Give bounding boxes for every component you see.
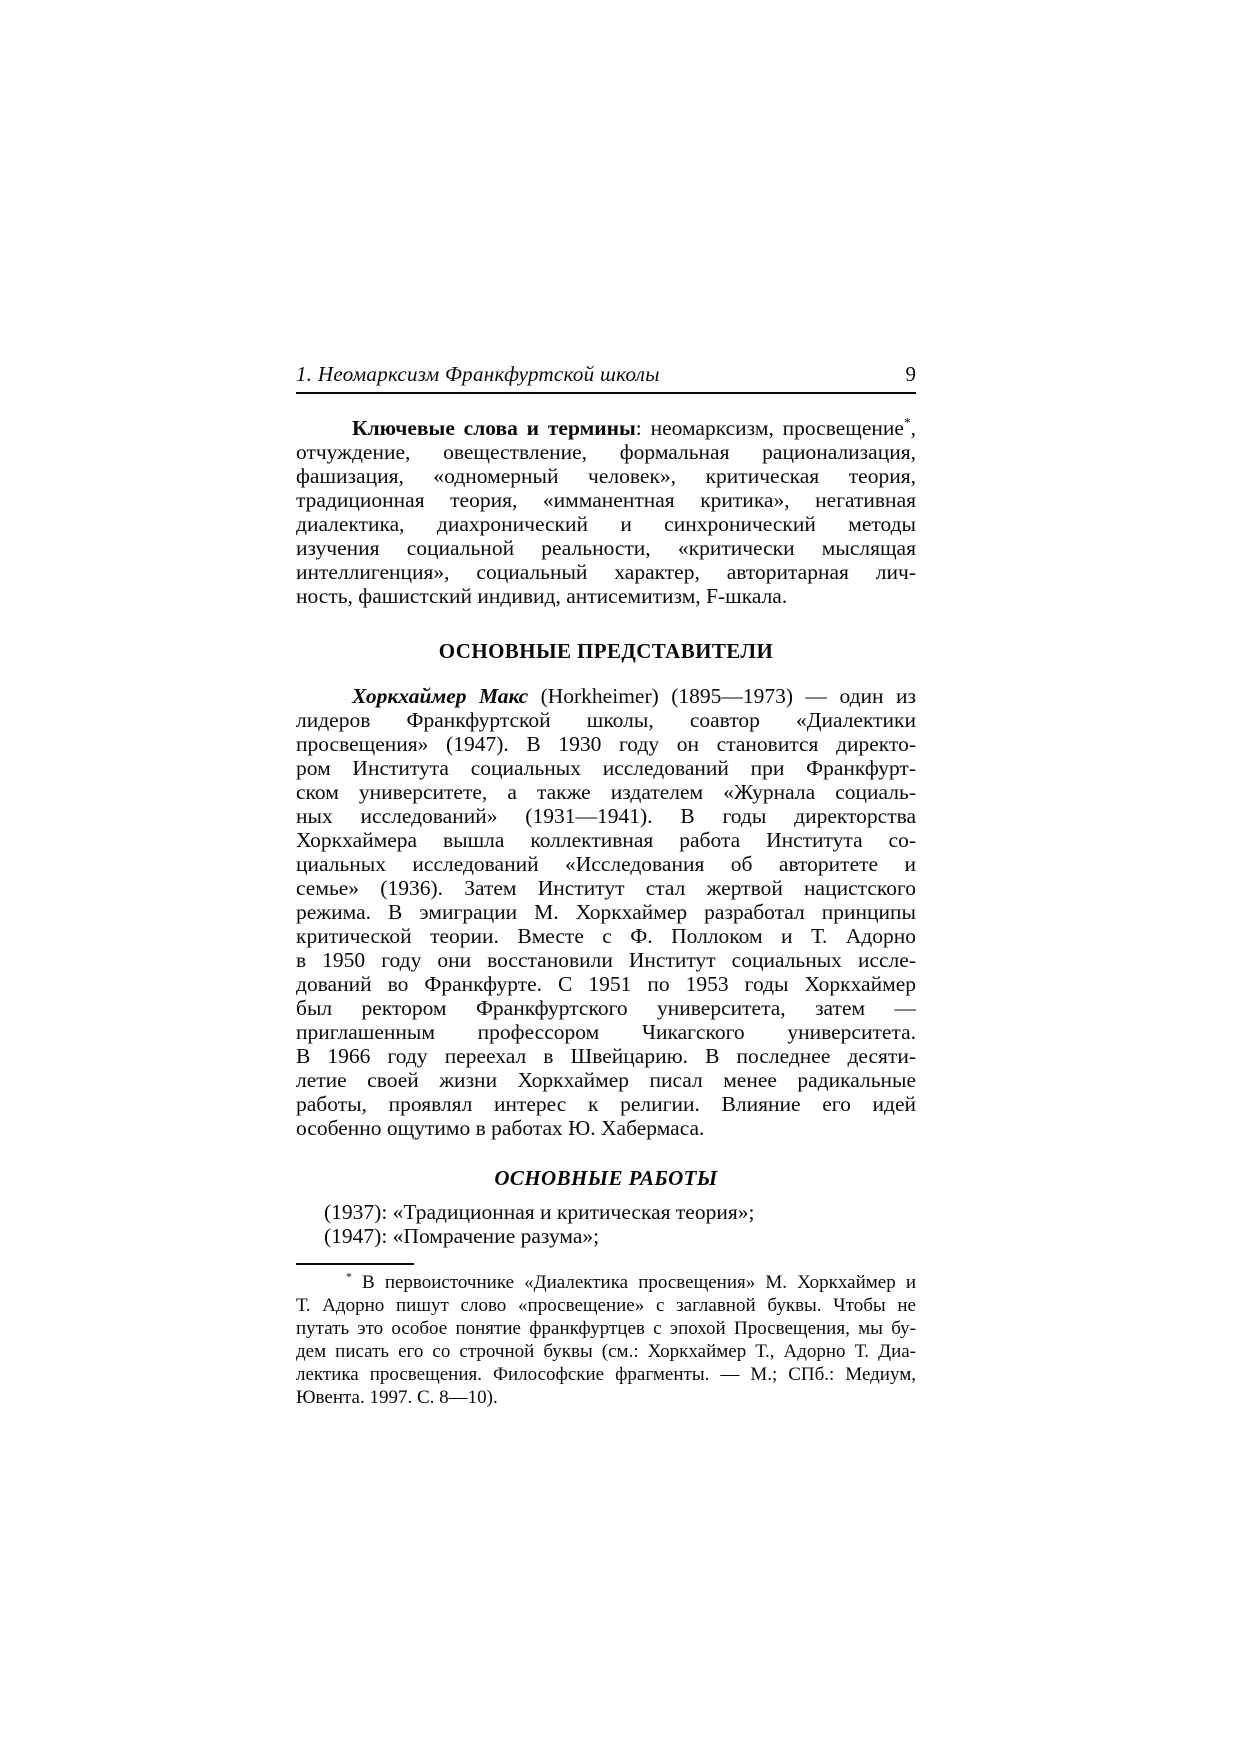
text-line: дем писать его со строчной буквы (см.: Хоркхаймер Т., Адорно Т. Диа- <box>296 1341 916 1362</box>
text-line: ных исследований» (1931—1941). В годы директорства <box>296 804 916 828</box>
keywords-line1-rest: : неомарксизм, просвещение <box>635 416 904 440</box>
text-line: Т. Адорно пишут слово «просвещение» с заглавной буквы. Чтобы не <box>296 1295 916 1316</box>
bio-first-line <box>296 684 916 708</box>
text-line: интеллигенция», социальный характер, авторитарная лич- <box>296 560 916 584</box>
text-column <box>296 362 916 1409</box>
footnote-marker: * <box>346 1270 352 1284</box>
text-line: режима. В эмиграции М. Хоркхаймер разработал принципы <box>296 900 916 924</box>
text-line: (1937): «Традиционная и критическая теория»; <box>324 1200 755 1224</box>
running-header <box>296 362 916 394</box>
text-line: семье» (1936). Затем Институт стал жертвой нацистского <box>296 876 916 900</box>
keywords-lines <box>296 440 916 608</box>
bio-lines <box>296 708 916 1140</box>
footnote-lines <box>296 1294 916 1409</box>
footnote <box>296 1271 916 1409</box>
keywords-line1-tail: , <box>910 416 916 440</box>
text-line: путать это особое понятие франкфуртцев с эпохой Просвещения, мы бу- <box>296 1318 916 1339</box>
text-line: фашизация, «одномерный человек», критическая теория, <box>296 464 916 488</box>
text-line: ском университете, а также издателем «Журнала социаль- <box>296 780 916 804</box>
running-title: 1. Неомарксизм Франкфуртской школы <box>296 362 660 386</box>
text-line: циальных исследований «Исследования об авторитете и <box>296 852 916 876</box>
text-line: приглашенным профессором Чикагского университета. <box>296 1020 916 1044</box>
bio-paragraph <box>296 684 916 1140</box>
text-line: Хоркхаймера вышла коллективная работа Института со- <box>296 828 916 852</box>
text-line: особенно ощутимо в работах Ю. Хабермаса. <box>296 1116 705 1140</box>
text-line: традиционная теория, «имманентная критика», негативная <box>296 488 916 512</box>
keywords-lead: Ключевые слова и термины <box>352 416 636 440</box>
footnote-line1-rest: В первоисточнике «Диалектика просвещения» М. Хоркхаймер и <box>351 1272 916 1293</box>
keywords-paragraph <box>296 416 916 608</box>
text-line: отчуждение, овеществление, формальная рационализация, <box>296 440 916 464</box>
text-line: был ректором Франкфуртского университета, затем — <box>296 996 916 1020</box>
text-line: изучения социальной реальности, «критически мыслящая <box>296 536 916 560</box>
footnote-rule <box>296 1263 414 1265</box>
text-line: Ювента. 1997. С. 8—10). <box>296 1387 498 1408</box>
text-line: ность, фашистский индивид, антисемитизм, F-шкала. <box>296 584 788 608</box>
bio-line1-rest: (Horkheimer) (1895—1973) — один из <box>528 684 916 708</box>
text-line: лидеров Франкфуртской школы, соавтор «Диалектики <box>296 708 916 732</box>
bio-person-name: Хоркхаймер Макс <box>352 684 529 708</box>
text-line: ром Института социальных исследований при Франкфурт- <box>296 756 916 780</box>
text-line: дований во Франкфурте. С 1951 по 1953 годы Хоркхаймер <box>296 972 916 996</box>
text-line: (1947): «Помрачение разума»; <box>324 1224 600 1248</box>
page-number: 9 <box>905 362 916 386</box>
text-line: В 1966 году переехал в Швейцарию. В последнее десяти- <box>296 1044 916 1068</box>
section-heading-works: ОСНОВНЫЕ РАБОТЫ <box>494 1166 718 1190</box>
section-heading-representatives: ОСНОВНЫЕ ПРЕДСТАВИТЕЛИ <box>438 639 774 663</box>
works-list <box>296 1200 916 1248</box>
text-line: в 1950 году они восстановили Институт социальных иссле- <box>296 948 916 972</box>
footnote-first-line <box>296 1271 916 1294</box>
text-line: лектика просвещения. Философские фрагменты. — М.; СПб.: Медиум, <box>296 1364 916 1385</box>
text-line: работы, проявлял интерес к религии. Влияние его идей <box>296 1092 916 1116</box>
keywords-first-line <box>296 416 916 440</box>
footnote-marker-reference: * <box>903 414 911 430</box>
text-line: критической теории. Вместе с Ф. Поллоком и Т. Адорно <box>296 924 916 948</box>
text-line: летие своей жизни Хоркхаймер писал менее радикальные <box>296 1068 916 1092</box>
text-line: диалектика, диахронический и синхронический методы <box>296 512 916 536</box>
text-line: просвещения» (1947). В 1930 году он становится директо- <box>296 732 916 756</box>
